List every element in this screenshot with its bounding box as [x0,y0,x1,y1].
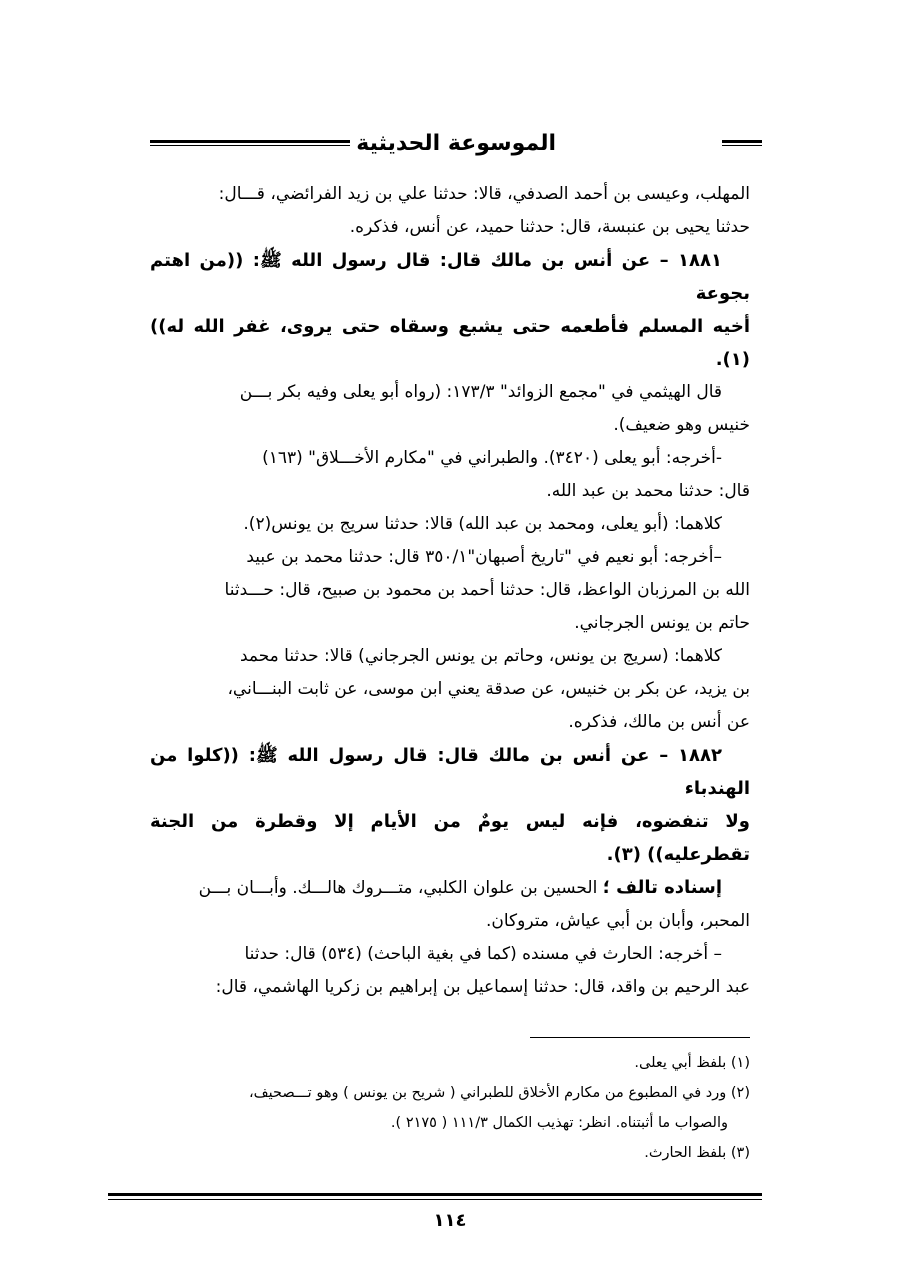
text-line: – أخرجه: الحارث في مسنده (كما في بغية الباحث) (٥٣٤) قال: حدثنا [244,944,722,964]
footnote-separator [530,1037,750,1038]
text-line [150,871,750,905]
hadith-1881-line: أخيه المسلم فأطعمه حتى يشبع وسقاه حتى يروى، غفر الله له)) (١). [150,316,750,370]
footnote-2: (٢) ورد في المطبوع من مكارم الأخلاق للطبراني ( شريح بن يونس ) وهو تـــصحيف، [248,1085,750,1101]
header-rule-right [722,140,762,146]
isnad-text: الحسين بن علوان الكلبي، متـــروك هالـــك. وأبـــان بـــن [198,878,603,898]
footnote-1: (١) بلفظ أبي يعلى. [634,1055,750,1071]
body-text [150,178,750,1004]
hadith-1882-line: ولا تنفضوه، فإنه ليس يومٌ من الأيام إلا وقطرة من الجنة تقطرعليه)) (٣). [150,811,750,865]
text-line: كلاهما: (أبو يعلى، ومحمد بن عبد الله) قالا: حدثنا سريج بن يونس(٢). [243,514,722,534]
page-number: ١١٤ [433,1210,467,1231]
footnote-3: (٣) بلفظ الحارث. [644,1145,750,1161]
isnad-verdict: إسناده تالف ؛ [602,877,722,898]
running-header [150,128,762,160]
text-line: –أخرجه: أبو نعيم في "تاريخ أصبهان"٣٥٠/١ قال: حدثنا محمد بن عبيد [246,547,722,567]
text-line: قال الهيثمي في "مجمع الزوائد" ١٧٣/٣: (رواه أبو يعلى وفيه بكر بـــن [239,382,722,402]
text-line: المهلب، وعيسى بن أحمد الصدفي، قالا: حدثنا علي بن زيد الفرائضي، قـــال: [218,184,750,204]
text-line: -أخرجه: أبو يعلى (٣٤٢٠). والطبراني في "مكارم الأخـــلاق" (١٦٣) [262,448,722,468]
text-line: حاتم بن يونس الجرجاني. [574,613,750,633]
text-line: عبد الرحيم بن واقد، قال: حدثنا إسماعيل بن إبراهيم بن زكريا الهاشمي، قال: [215,977,750,997]
hadith-1882-line: ١٨٨٢ – عن أنس بن مالك قال: قال رسول الله ﷺ: ((كلوا من الهندباء [150,745,750,799]
header-title: الموسوعة الحديثية [350,128,562,160]
text-line: كلاهما: (سريج بن يونس، وحاتم بن يونس الجرجاني) قالا: حدثنا محمد [239,646,722,666]
text-line: بن يزيد، عن بكر بن خنيس، عن صدقة يعني ابن موسى، عن ثابت البنـــاني، [227,679,750,699]
text-line: عن أنس بن مالك، فذكره. [568,712,750,732]
footnotes [150,1048,750,1168]
text-line: الله بن المرزبان الواعظ، قال: حدثنا أحمد بن محمود بن صبيح، قال: حـــدثنا [224,580,750,600]
footer-rule [108,1193,762,1200]
text-line: المحبر، وأبان بن أبي عياش، متروكان. [485,911,750,931]
text-line: خنيس وهو ضعيف). [613,415,750,435]
footnote-2-continued: والصواب ما أثبتناه. انظر: تهذيب الكمال ١١١/٣ ( ٢١٧٥ ). [390,1115,728,1131]
text-line: قال: حدثنا محمد بن عبد الله. [546,481,750,501]
text-line: حدثنا يحيى بن عنبسة، قال: حدثنا حميد، عن أنس، فذكره. [349,217,750,237]
hadith-1881-line: ١٨٨١ – عن أنس بن مالك قال: قال رسول الله ﷺ: ((من اهتم بجوعة [150,250,750,304]
